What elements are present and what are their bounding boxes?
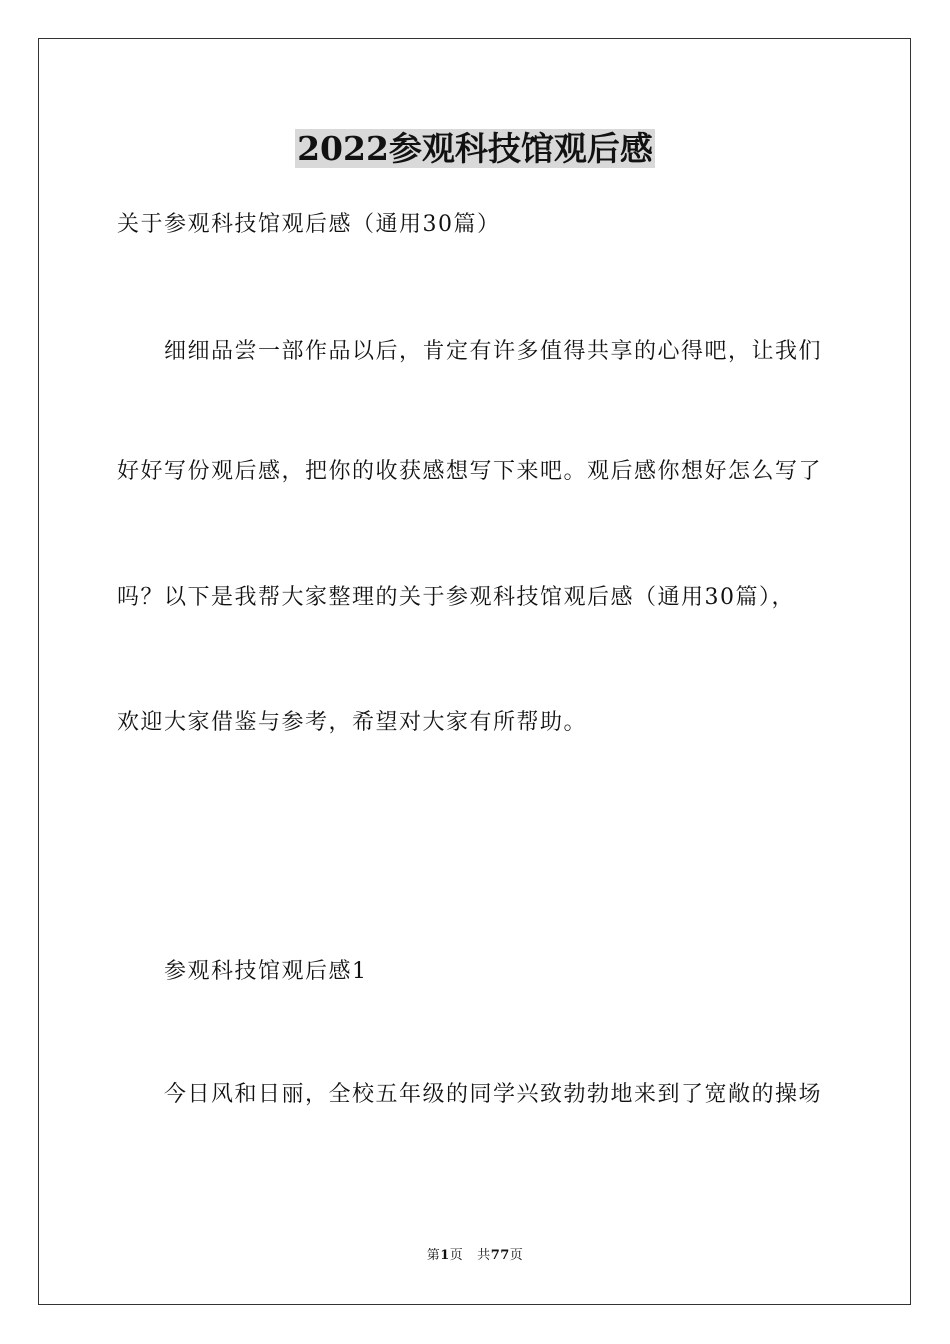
page-footer bbox=[0, 1247, 950, 1265]
footer-total-suffix: 页 bbox=[509, 1248, 524, 1263]
document-title-text: 2022参观科技馆观后感 bbox=[297, 129, 653, 168]
footer-page-number: 1 bbox=[440, 1248, 450, 1263]
intro-line-1: 细细品尝一部作品以后，肯定有许多值得共享的心得吧，让我们 bbox=[164, 339, 823, 364]
document-title bbox=[0, 127, 950, 171]
intro-line-3: 吗？以下是我帮大家整理的关于参观科技馆观后感（通用30篇）， bbox=[117, 585, 795, 610]
section-heading: 参观科技馆观后感1 bbox=[164, 959, 368, 984]
footer-total-prefix: 共 bbox=[477, 1248, 491, 1263]
body-line: 今日风和日丽，全校五年级的同学兴致勃勃地来到了宽敞的操场 bbox=[164, 1082, 823, 1107]
footer-page-prefix: 第 bbox=[426, 1248, 441, 1263]
footer-total-pages: 77 bbox=[490, 1248, 510, 1263]
intro-line-2: 好好写份观后感，把你的收获感想写下来吧。观后感你想好怎么写了 bbox=[117, 459, 823, 484]
footer-page-suffix: 页 bbox=[449, 1248, 464, 1263]
intro-line-4: 欢迎大家借鉴与参考，希望对大家有所帮助。 bbox=[117, 710, 588, 735]
document-subtitle: 关于参观科技馆观后感（通用30篇） bbox=[117, 212, 501, 237]
